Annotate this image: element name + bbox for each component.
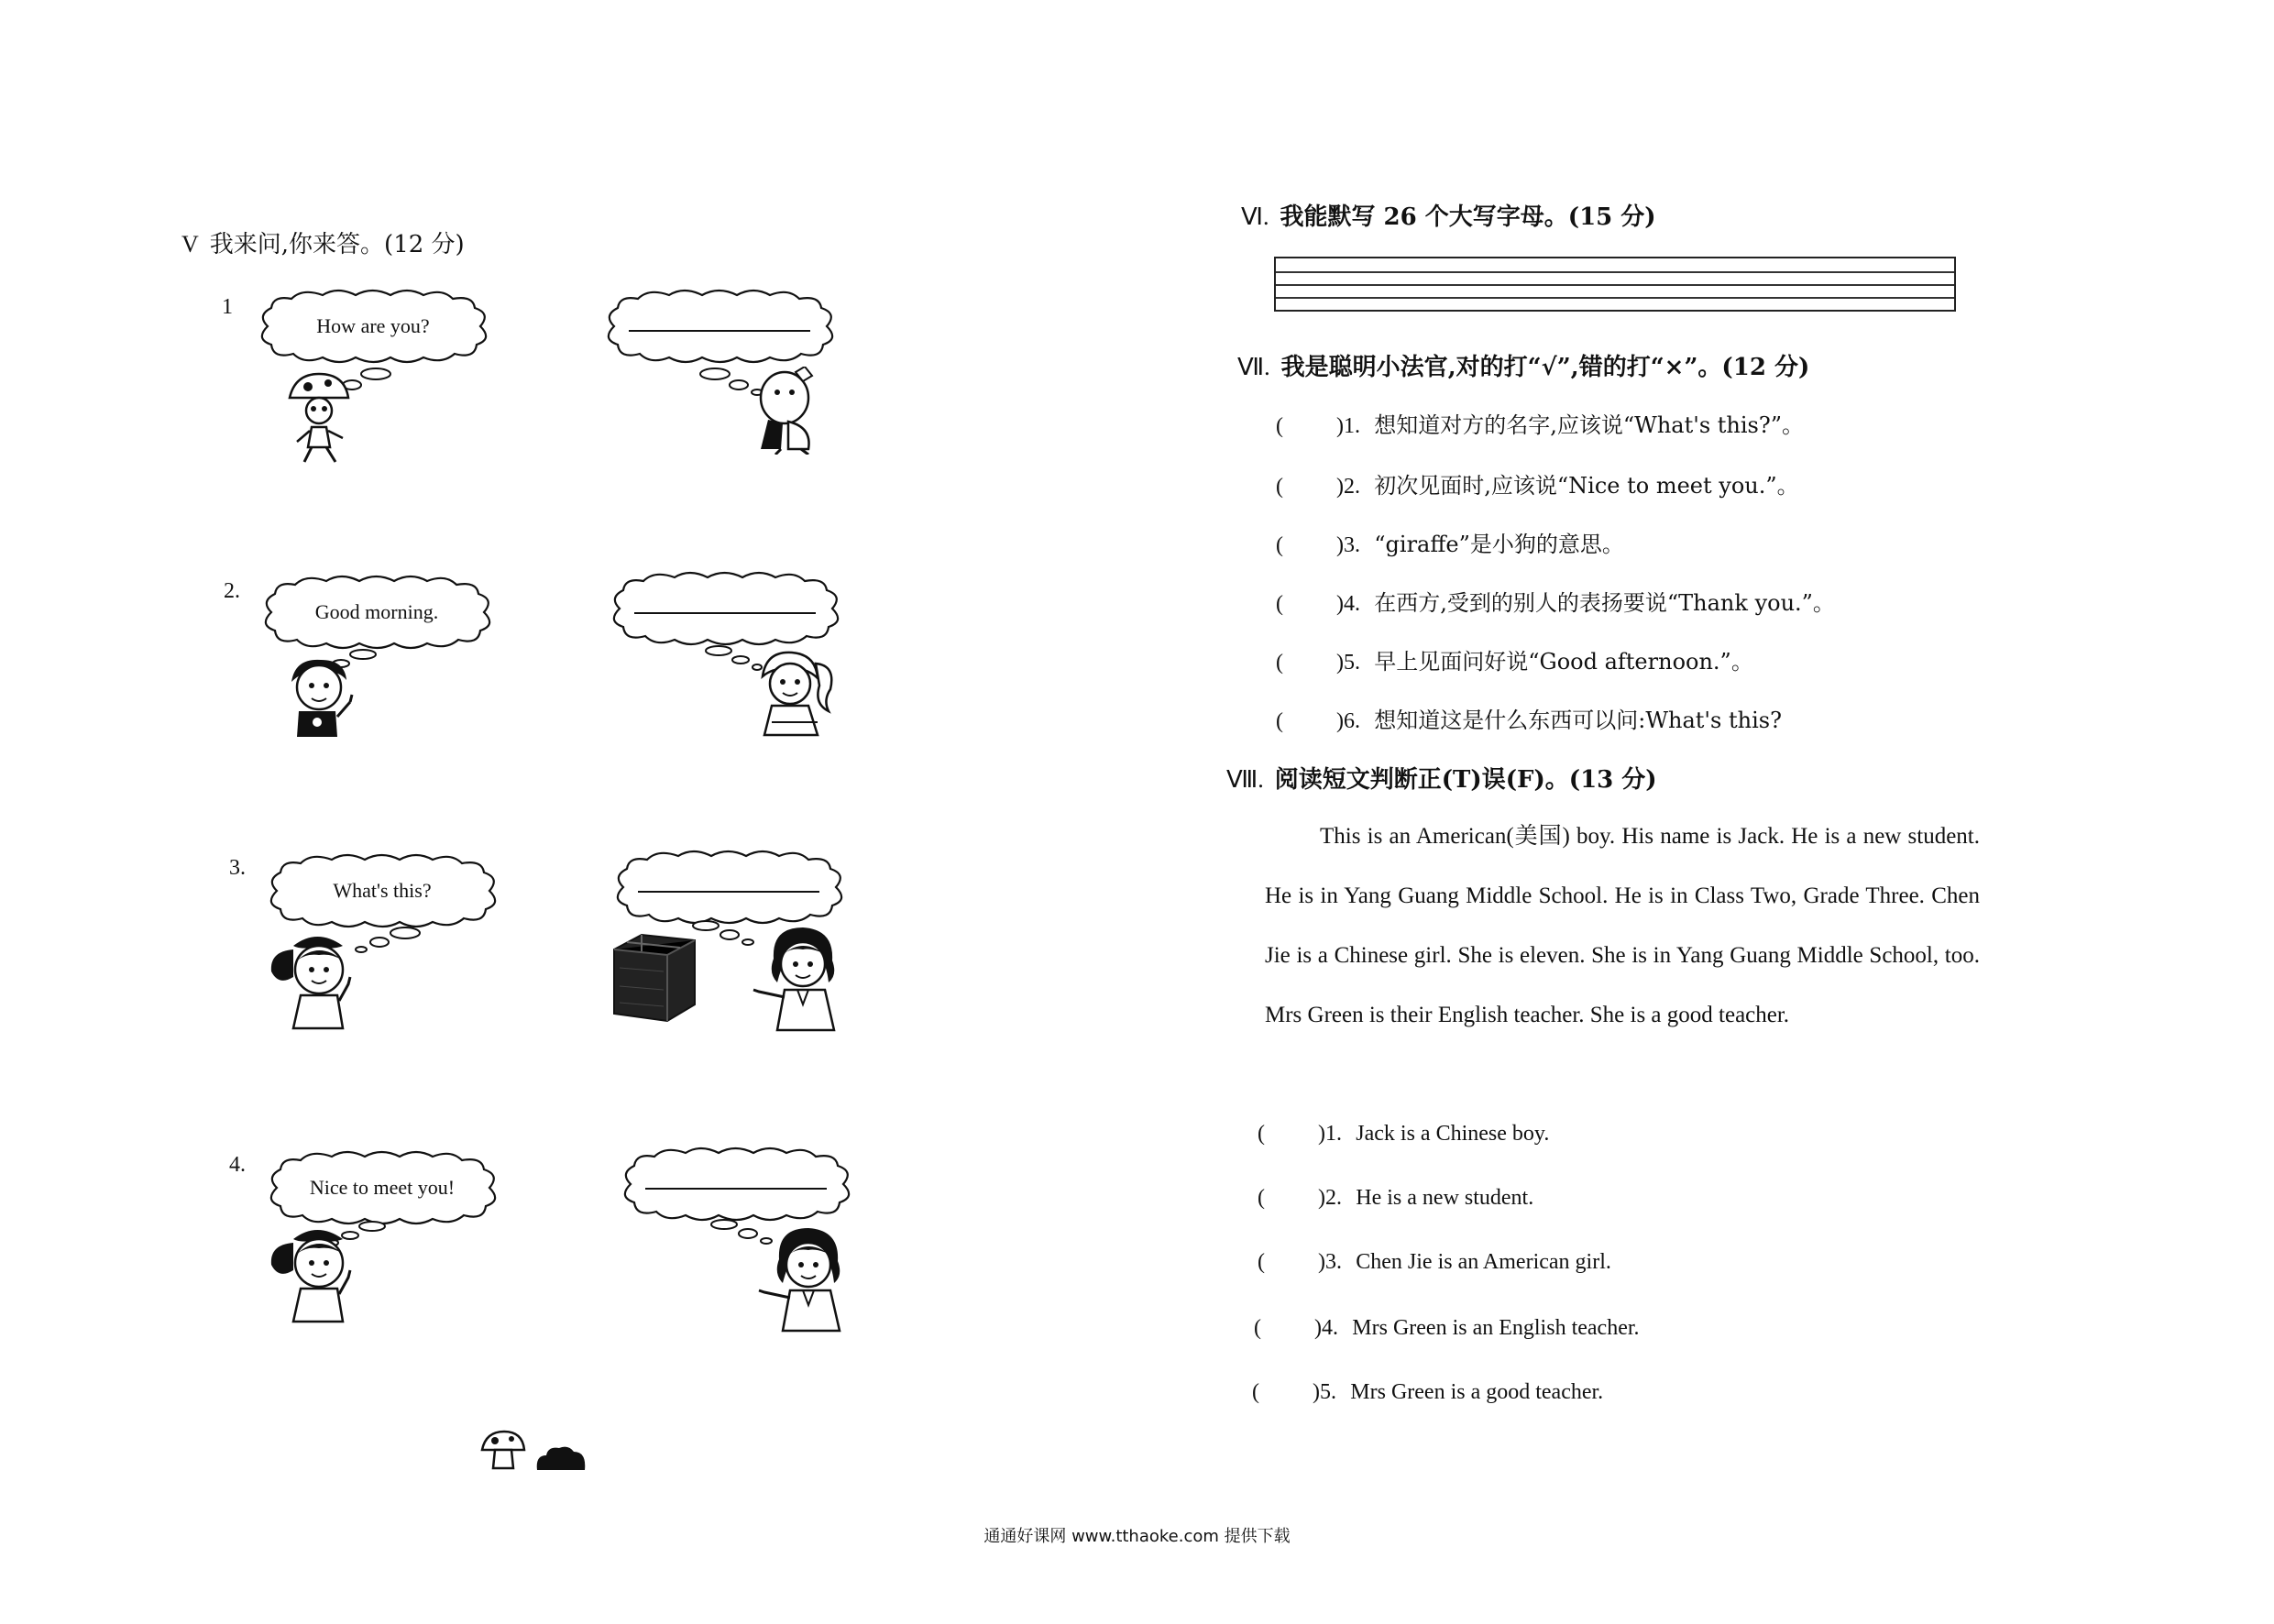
reading-item <box>1254 1314 1640 1341</box>
answer-line[interactable] <box>645 1188 827 1190</box>
item-number: )2. <box>1336 475 1360 499</box>
item-text: He is a new student. <box>1356 1186 1534 1210</box>
question-cloud-1 <box>249 288 497 365</box>
writing-line <box>1276 297 1954 299</box>
item-number: )5. <box>1336 651 1360 675</box>
item-number: )6. <box>1336 709 1360 733</box>
answer-paren[interactable]: ( <box>1276 475 1283 499</box>
judge-item <box>1276 526 1624 558</box>
boy-character-icon <box>284 656 357 739</box>
teacher-character-icon <box>752 922 847 1032</box>
item-number: )4. <box>1314 1316 1338 1340</box>
girl-pigtails-character-icon <box>266 1221 368 1323</box>
judge-item <box>1276 407 1804 439</box>
item-text: “giraffe”是小狗的意思。 <box>1374 532 1624 557</box>
question-cloud-2 <box>253 574 500 651</box>
answer-line[interactable] <box>634 612 816 614</box>
section-v-title <box>181 225 465 259</box>
answer-paren[interactable]: ( <box>1276 533 1283 557</box>
mushroom-decoration-icon <box>480 1430 526 1470</box>
box-icon <box>609 931 700 1023</box>
section-vii-number: Ⅶ. <box>1237 354 1270 380</box>
question-text: Nice to meet you! <box>309 1176 456 1199</box>
footer-watermark: 通通好课网 www.tthaoke.com 提供下载 <box>983 1527 1291 1546</box>
answer-paren[interactable]: ( <box>1252 1380 1259 1404</box>
passage-text: This is an American(美国) boy. His name is Jack. He is a new student. He is in Yang Guang Middle School. He is in Class Two, Grade Three. Chen Jie is a Chinese girl. She is eleven. She is in Yang Guang Middle School, too. Mrs Green is their English teacher. She is a good teacher. <box>1265 824 1980 1027</box>
item-number: )2. <box>1318 1186 1342 1210</box>
section-viii-text: 阅读短文判断正(T)误(F)。(13 分) <box>1274 766 1657 794</box>
item-number: )1. <box>1318 1122 1342 1146</box>
answer-paren[interactable]: ( <box>1276 414 1283 438</box>
answer-cloud-3 <box>605 849 852 926</box>
reading-item <box>1258 1184 1533 1211</box>
item-text: 想知道对方的名字,应该说“What's this?”。 <box>1374 412 1805 438</box>
bush-decoration-icon <box>535 1444 587 1470</box>
judge-item <box>1276 702 1782 734</box>
answer-paren[interactable]: ( <box>1276 651 1283 675</box>
section-v-text: 我来问,你来答。(12 分) <box>209 231 465 258</box>
dialog-number-3: 3. <box>229 856 246 880</box>
item-text: Mrs Green is an English teacher. <box>1352 1316 1640 1340</box>
judge-item <box>1276 467 1799 499</box>
judge-item <box>1276 585 1835 617</box>
answer-paren[interactable]: ( <box>1254 1316 1261 1340</box>
reading-item <box>1258 1120 1549 1147</box>
answer-line[interactable] <box>638 891 819 893</box>
mushroom-character-icon <box>286 370 352 466</box>
answer-paren[interactable]: ( <box>1276 709 1283 733</box>
girl-character-icon <box>750 649 841 741</box>
dog-character-icon <box>748 367 825 455</box>
question-cloud-4 <box>258 1149 506 1226</box>
section-vi-number: Ⅵ. <box>1241 203 1269 230</box>
question-text: Good morning. <box>314 600 439 623</box>
item-number: )3. <box>1318 1250 1342 1274</box>
answer-paren[interactable]: ( <box>1258 1250 1265 1274</box>
section-vi-title <box>1241 198 1656 232</box>
item-number: )5. <box>1313 1380 1336 1404</box>
item-text: Jack is a Chinese boy. <box>1356 1122 1550 1146</box>
question-cloud-3 <box>258 852 506 929</box>
answer-paren[interactable]: ( <box>1258 1122 1265 1146</box>
answer-paren[interactable]: ( <box>1276 592 1283 616</box>
item-text: Chen Jie is an American girl. <box>1356 1250 1611 1274</box>
section-v-number: V <box>181 231 199 258</box>
letter-writing-lines[interactable] <box>1274 257 1956 312</box>
item-text: 早上见面问好说“Good afternoon.”。 <box>1374 649 1753 675</box>
dialog-number-1: 1 <box>222 295 233 319</box>
answer-cloud-2 <box>601 570 849 647</box>
reading-passage <box>1265 807 1980 1045</box>
answer-line[interactable] <box>629 330 810 332</box>
teacher-character-icon <box>757 1223 852 1333</box>
question-text: How are you? <box>316 314 430 337</box>
section-viii-number: Ⅷ. <box>1226 766 1264 793</box>
question-text: What's this? <box>333 879 432 902</box>
section-vi-text: 我能默写 26 个大写字母。(15 分) <box>1280 203 1656 231</box>
item-text: 想知道这是什么东西可以问:What's this? <box>1374 708 1782 733</box>
section-vii-text: 我是聪明小法官,对的打“√”,错的打“×”。(12 分) <box>1280 354 1810 381</box>
answer-cloud-1 <box>596 288 843 365</box>
writing-line <box>1276 284 1954 286</box>
dialog-number-4: 4. <box>229 1153 246 1177</box>
section-vii-title <box>1237 348 1809 382</box>
dialog-number-2: 2. <box>224 579 240 603</box>
item-number: )1. <box>1336 414 1360 438</box>
writing-line <box>1276 271 1954 273</box>
reading-item <box>1258 1248 1611 1275</box>
girl-pigtails-character-icon <box>266 927 368 1030</box>
answer-paren[interactable]: ( <box>1258 1186 1265 1210</box>
item-text: 在西方,受到的别人的表扬要说“Thank you.”。 <box>1374 590 1835 616</box>
item-text: 初次见面时,应该说“Nice to meet you.”。 <box>1374 473 1799 499</box>
judge-item <box>1276 643 1753 675</box>
item-number: )4. <box>1336 592 1360 616</box>
reading-item <box>1252 1378 1603 1405</box>
item-text: Mrs Green is a good teacher. <box>1350 1380 1604 1404</box>
item-number: )3. <box>1336 533 1360 557</box>
section-viii-title <box>1226 761 1657 795</box>
answer-cloud-4 <box>612 1146 860 1223</box>
